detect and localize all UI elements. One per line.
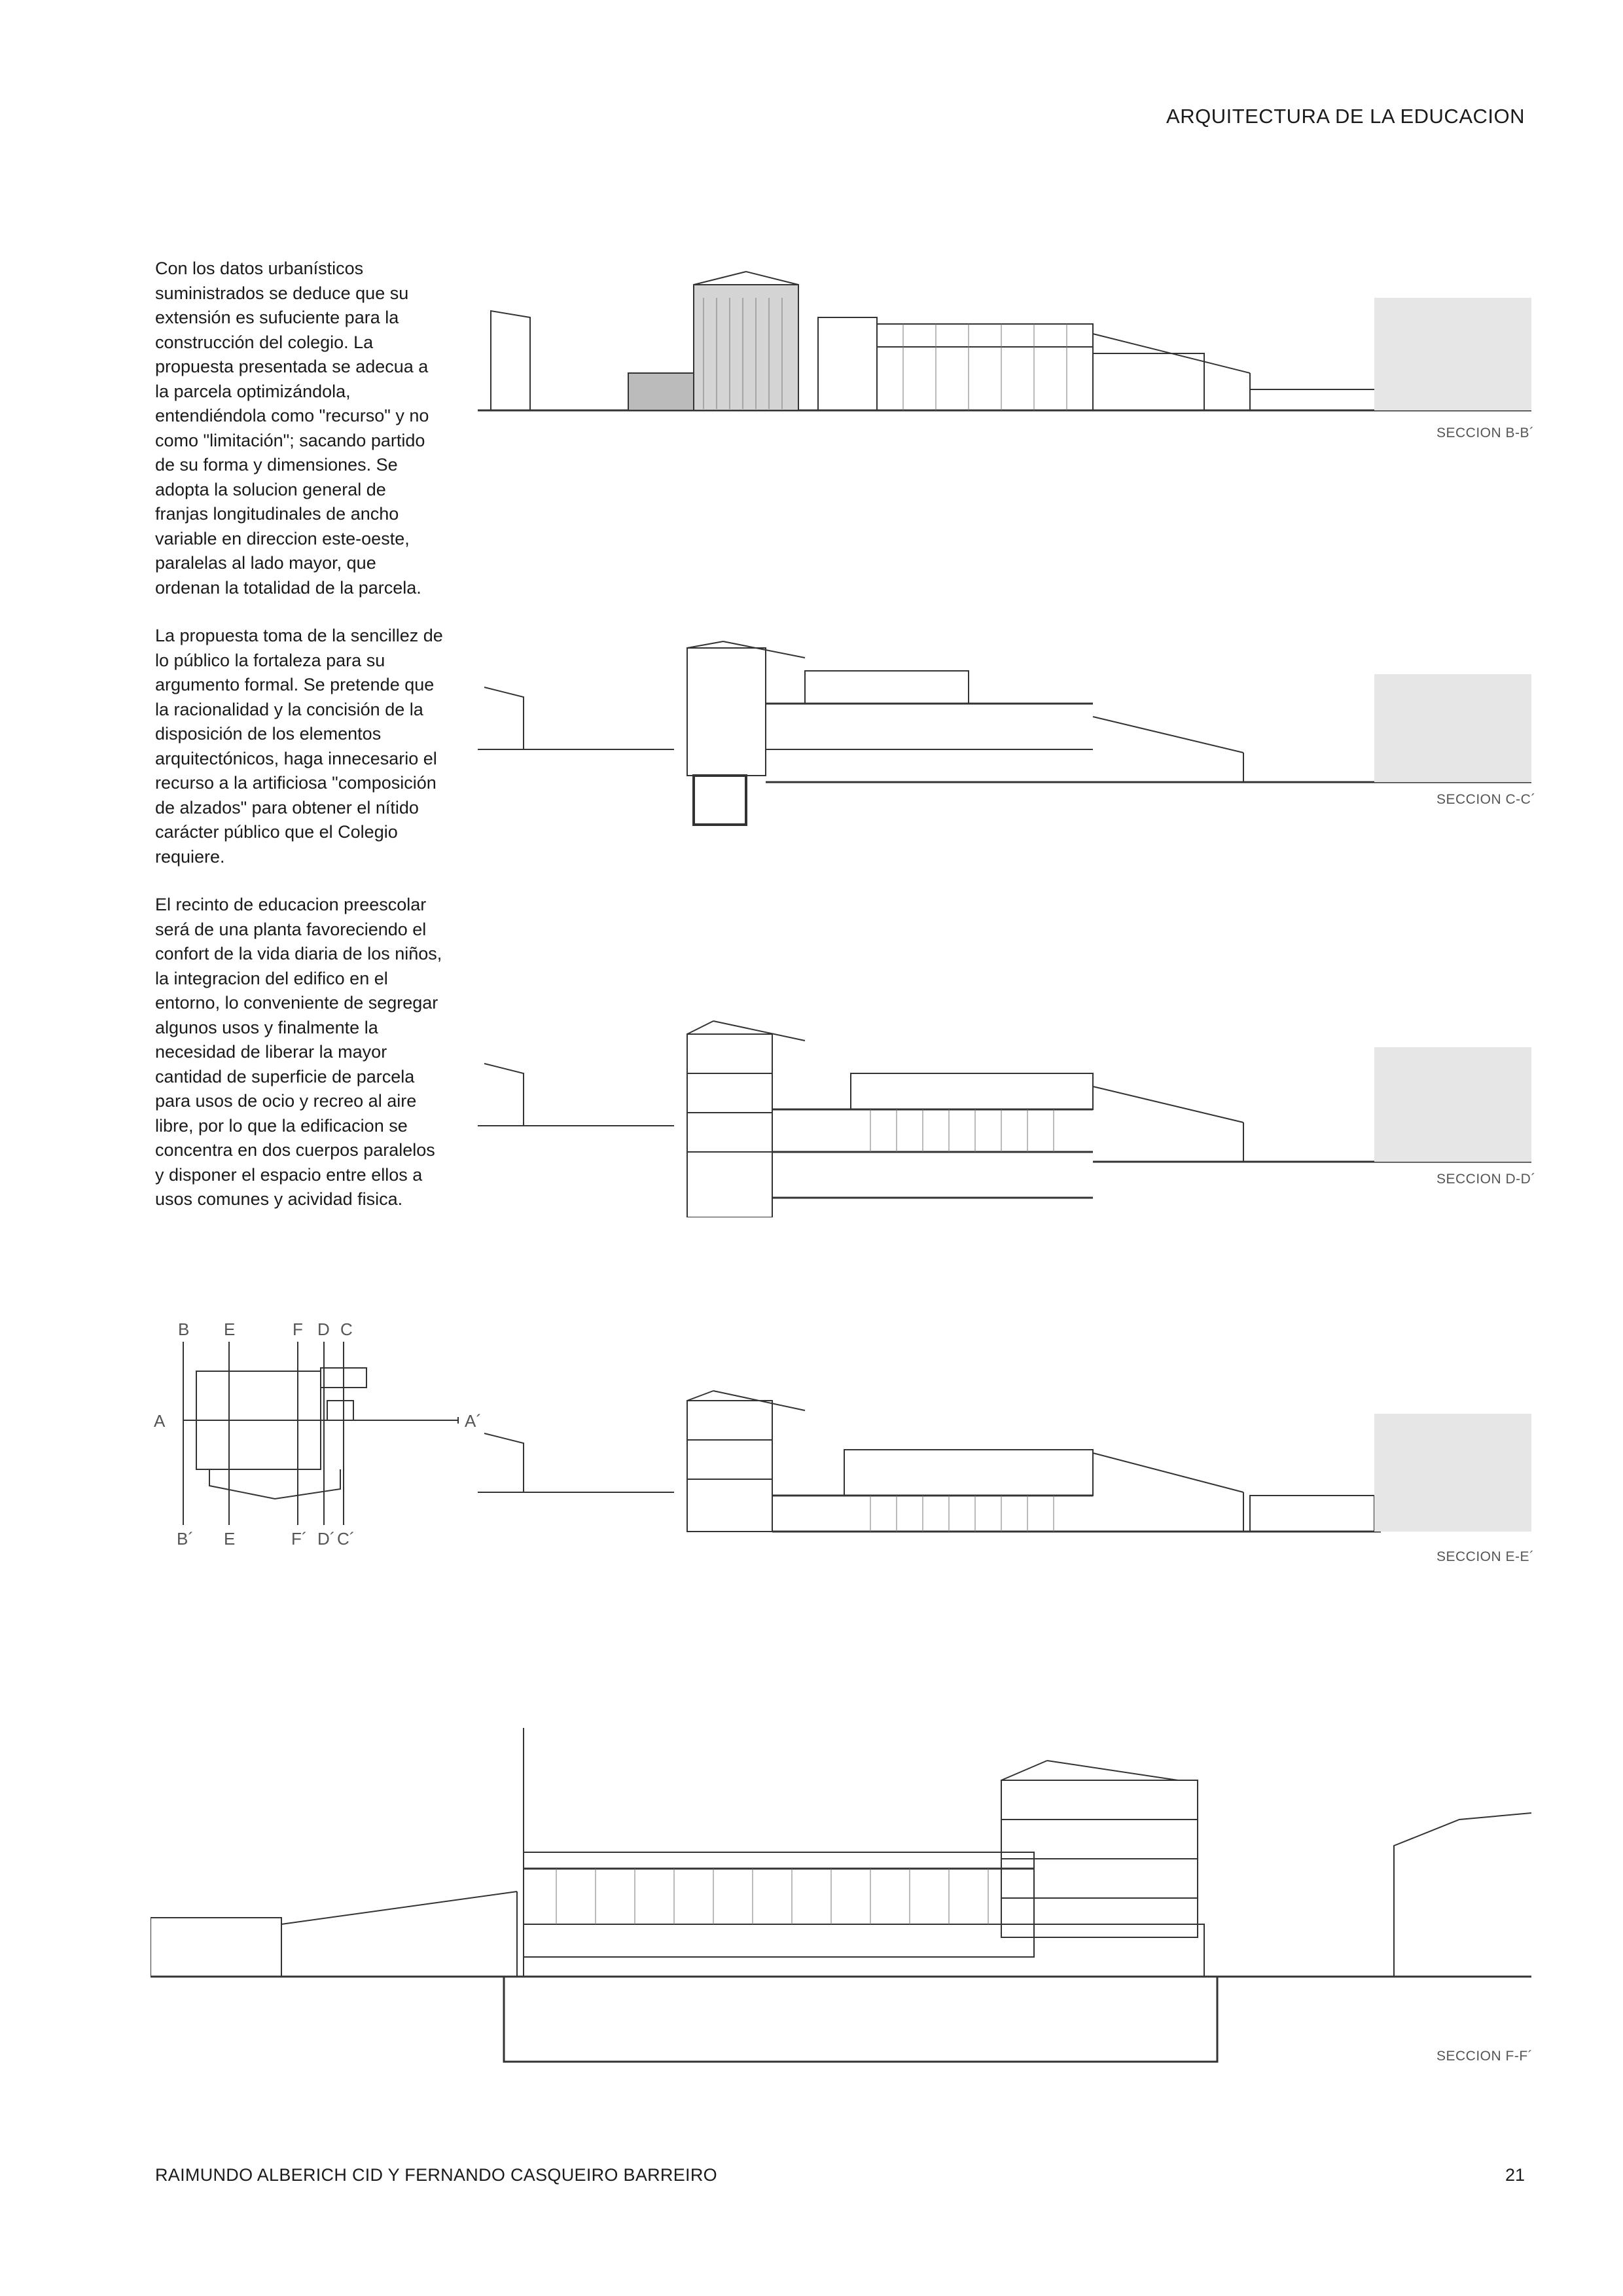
section-e-svg [478, 1374, 1531, 1545]
key-bottom-letter-c: C´ [337, 1529, 355, 1549]
section-drawing-d [478, 1001, 1531, 1217]
page-number: 21 [1505, 2165, 1525, 2185]
key-top-letter-b: B [178, 1319, 190, 1339]
section-drawing-b [478, 259, 1531, 429]
paragraph-1: Con los datos urbanísticos suministrados se deduce que su extensión es sufuciente para la construcción del colegio. La propuesta presentada se adecua a la parcela optimizándola, entendiéndola como "recurso" y no como "limitación"; sacando partido de su forma y dimensiones. Se adopta la solucion general de franjas longitudinales de ancho variable en direccion este-oeste, paralelas al lado mayor, que ordenan la totalidad de la parcela. [155, 259, 429, 598]
key-right-letter-a: A´ [465, 1411, 482, 1431]
section-label-d: SECCION D-D´ [1436, 1172, 1536, 1187]
section-d-svg [478, 1001, 1531, 1217]
key-bottom-letter-f: F´ [291, 1529, 308, 1549]
section-label-e: SECCION E-E´ [1436, 1549, 1535, 1564]
key-left-letter-a: A [154, 1411, 166, 1431]
paragraph-2: La propuesta toma de la sencillez de lo público la fortaleza para su argumento formal. Se pretende que la racionalidad y la concisión de la disposición de los elementos arquitectónicos, haga innecesario el recurso a la artificiosa "composición de alzados" para obtener el nítido carácter público que el Colegio requiere. [155, 626, 443, 867]
section-b-svg [478, 259, 1531, 429]
key-top-letter-f: F [293, 1319, 303, 1339]
page-header-title: ARQUITECTURA DE LA EDUCACION [1166, 105, 1525, 128]
key-plan [144, 1309, 484, 1571]
section-c-svg [478, 625, 1531, 848]
key-top-letter-c: C [340, 1319, 353, 1339]
section-drawing-e [478, 1374, 1531, 1545]
key-bottom-letter-d: D´ [317, 1529, 336, 1549]
section-drawing-f [151, 1728, 1531, 2108]
key-top-letter-d: D [317, 1319, 330, 1339]
footer-authors: RAIMUNDO ALBERICH CID Y FERNANDO CASQUEIRO BARREIRO [155, 2165, 717, 2185]
section-label-c: SECCION C-C´ [1436, 792, 1536, 807]
section-f-svg [151, 1728, 1531, 2108]
key-bottom-letter-b: B´ [177, 1529, 194, 1549]
key-plan-svg [144, 1309, 484, 1571]
section-label-b: SECCION B-B´ [1436, 425, 1535, 440]
body-text-column [155, 257, 443, 1236]
key-top-letter-e: E [224, 1319, 236, 1339]
section-drawing-c [478, 625, 1531, 848]
paragraph-3: El recinto de educacion preescolar será de una planta favoreciendo el confort de la vida diaria de los niños, la integracion del edifico en el entorno, lo conveniente de segregar algunos usos y finalmente la necesidad de liberar la mayor cantidad de superficie de parcela para usos de ocio y recreo al aire libre, por lo que la edificacion se concentra en dos cuerpos paralelos y disponer el espacio entre ellos a usos comunes y acividad fisica. [155, 895, 442, 1209]
section-label-f: SECCION F-F´ [1436, 2049, 1533, 2064]
key-bottom-letter-e: E [224, 1529, 236, 1549]
